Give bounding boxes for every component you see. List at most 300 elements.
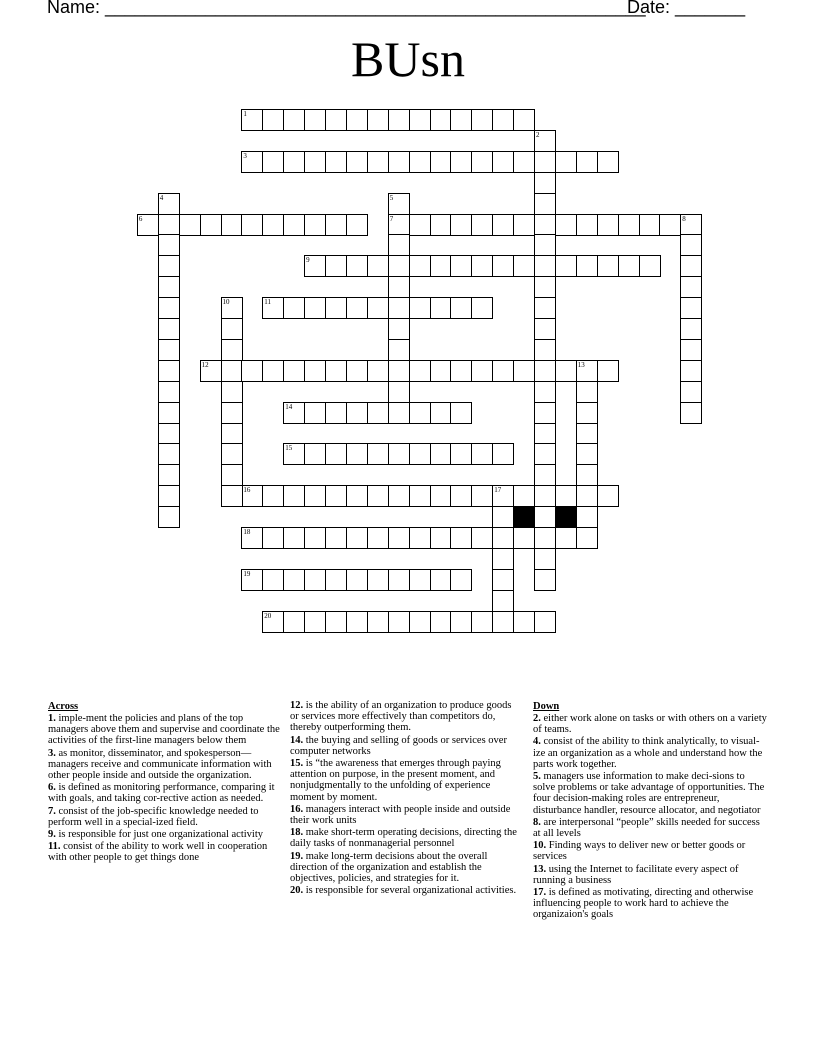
grid-cell[interactable]: [241, 151, 263, 173]
grid-cell[interactable]: [221, 443, 243, 465]
grid-cell[interactable]: [576, 360, 598, 382]
grid-cell[interactable]: [597, 360, 619, 382]
grid-cell[interactable]: [597, 485, 619, 507]
grid-cell[interactable]: [325, 255, 347, 277]
grid-cell[interactable]: [221, 318, 243, 340]
grid-cell[interactable]: [388, 611, 410, 633]
grid-cell[interactable]: [513, 151, 535, 173]
clue-text: either work alone on tasks or with others on a variety of teams.: [533, 713, 767, 736]
clue-number-label: 10.: [533, 840, 547, 852]
grid-cell[interactable]: [450, 297, 472, 319]
grid-cell[interactable]: [262, 214, 284, 236]
grid-cell[interactable]: [283, 485, 305, 507]
grid-cell[interactable]: [409, 151, 431, 173]
grid-cell[interactable]: [534, 423, 556, 445]
grid-cell[interactable]: [492, 443, 514, 465]
grid-cell[interactable]: [492, 214, 514, 236]
grid-cell[interactable]: [430, 485, 452, 507]
grid-cell[interactable]: [283, 402, 305, 424]
grid-cell[interactable]: [534, 339, 556, 361]
grid-cell[interactable]: [137, 214, 159, 236]
grid-cell[interactable]: [158, 193, 180, 215]
grid-cell[interactable]: [158, 402, 180, 424]
grid-cell[interactable]: [513, 527, 535, 549]
grid-cell[interactable]: [534, 611, 556, 633]
clue-number-label: 6.: [48, 782, 56, 794]
grid-cell[interactable]: [283, 527, 305, 549]
across-clue: [290, 885, 522, 896]
across-clue: [290, 804, 522, 826]
across-heading: Across: [48, 701, 79, 712]
grid-cell[interactable]: [534, 527, 556, 549]
grid-cell[interactable]: [388, 318, 410, 340]
grid-cell[interactable]: [388, 193, 410, 215]
grid-cell[interactable]: [283, 297, 305, 319]
grid-cell[interactable]: [346, 360, 368, 382]
grid-cell[interactable]: [158, 234, 180, 256]
grid-cell[interactable]: [534, 318, 556, 340]
grid-cell[interactable]: [304, 485, 326, 507]
clue-text: managers use information to make deci-sions to solve problems or take advantage of opportunities. The four decision-making roles are entrepreneur, disturbance handler, resource allocator, and negotiator: [533, 771, 765, 816]
grid-cell[interactable]: [346, 297, 368, 319]
grid-cell[interactable]: [262, 297, 284, 319]
grid-cell[interactable]: [388, 360, 410, 382]
grid-cell[interactable]: [576, 443, 598, 465]
grid-cell[interactable]: [513, 611, 535, 633]
grid-cell[interactable]: [430, 214, 452, 236]
grid-cell[interactable]: [534, 464, 556, 486]
grid-cell[interactable]: [471, 255, 493, 277]
grid-cell[interactable]: [450, 527, 472, 549]
clue-text: consist of the ability to think analytically, to visual-ize an organization as a whole and understand how the parts work together.: [533, 736, 763, 770]
grid-cell[interactable]: [513, 485, 535, 507]
grid-cell[interactable]: [221, 214, 243, 236]
page-title: BUsn: [351, 31, 465, 87]
grid-cell[interactable]: [534, 402, 556, 424]
grid-cell[interactable]: [241, 485, 263, 507]
grid-cell[interactable]: [304, 611, 326, 633]
grid-cell[interactable]: [534, 485, 556, 507]
grid-cell[interactable]: [471, 443, 493, 465]
grid-cell[interactable]: [325, 485, 347, 507]
grid-cell[interactable]: [680, 360, 702, 382]
grid-cell[interactable]: [262, 360, 284, 382]
grid-cell[interactable]: [450, 485, 472, 507]
grid-cell[interactable]: [409, 360, 431, 382]
clue-number: 6: [138, 214, 143, 223]
grid-cell[interactable]: [346, 569, 368, 591]
grid-cell[interactable]: [450, 255, 472, 277]
clue-number: 2: [536, 130, 540, 139]
grid-cell[interactable]: [241, 109, 263, 131]
grid-cell[interactable]: [409, 109, 431, 131]
grid-cell[interactable]: [680, 276, 702, 298]
grid-cell[interactable]: [304, 151, 326, 173]
grid-cell[interactable]: [597, 151, 619, 173]
grid-cell[interactable]: [680, 339, 702, 361]
grid-cell[interactable]: [304, 297, 326, 319]
grid-cell[interactable]: [304, 255, 326, 277]
grid-cell[interactable]: [221, 402, 243, 424]
grid-cell[interactable]: [304, 527, 326, 549]
grid-cell[interactable]: [659, 214, 681, 236]
grid-cell[interactable]: [388, 443, 410, 465]
clue-number-label: 15.: [290, 758, 304, 770]
clue-number: 11: [264, 298, 272, 307]
grid-cell[interactable]: [471, 109, 493, 131]
grid-cell[interactable]: [241, 569, 263, 591]
clue-number-label: 17.: [533, 887, 547, 899]
grid-cell[interactable]: [576, 151, 598, 173]
grid-cell[interactable]: [680, 214, 702, 236]
grid-cell[interactable]: [388, 339, 410, 361]
grid-cell[interactable]: [221, 360, 243, 382]
grid-cell[interactable]: [534, 130, 556, 152]
grid-cell[interactable]: [492, 590, 514, 612]
grid-cell[interactable]: [492, 611, 514, 633]
grid-cell[interactable]: [534, 255, 556, 277]
grid-cell[interactable]: [346, 109, 368, 131]
grid-cell[interactable]: [367, 297, 389, 319]
grid-cell[interactable]: [325, 151, 347, 173]
across-clue: [290, 827, 522, 849]
clue-text: consist of the ability to work well in cooperation with other people to get things done: [48, 841, 268, 864]
grid-cell[interactable]: [430, 255, 452, 277]
grid-cell[interactable]: [534, 234, 556, 256]
grid-cell[interactable]: [325, 214, 347, 236]
grid-cell[interactable]: [534, 360, 556, 382]
grid-cell[interactable]: [325, 402, 347, 424]
grid-cell[interactable]: [325, 109, 347, 131]
grid-cell[interactable]: [513, 109, 535, 131]
grid-cell[interactable]: [492, 527, 514, 549]
grid-cell[interactable]: [555, 255, 577, 277]
grid-cell[interactable]: [534, 548, 556, 570]
grid-cell[interactable]: [555, 214, 577, 236]
grid-cell[interactable]: [618, 255, 640, 277]
grid-cell[interactable]: [534, 193, 556, 215]
grid-cell[interactable]: [450, 214, 472, 236]
grid-cell[interactable]: [388, 276, 410, 298]
grid-cell[interactable]: [304, 109, 326, 131]
grid-cell[interactable]: [450, 360, 472, 382]
grid-cell[interactable]: [576, 255, 598, 277]
grid-cell[interactable]: [367, 611, 389, 633]
grid-cell[interactable]: [388, 569, 410, 591]
grid-cell[interactable]: [221, 297, 243, 319]
grid-cell[interactable]: [283, 569, 305, 591]
grid-cell[interactable]: [513, 214, 535, 236]
grid-cell[interactable]: [367, 151, 389, 173]
grid-cell[interactable]: [409, 297, 431, 319]
grid-cell[interactable]: [158, 214, 180, 236]
grid-cell[interactable]: [241, 214, 263, 236]
grid-cell[interactable]: [179, 214, 201, 236]
grid-cell[interactable]: [221, 339, 243, 361]
grid-cell[interactable]: [430, 402, 452, 424]
grid-cell[interactable]: [534, 276, 556, 298]
grid-cell[interactable]: [388, 381, 410, 403]
grid-cell[interactable]: [680, 318, 702, 340]
grid-cell[interactable]: [430, 109, 452, 131]
grid-cell[interactable]: [241, 360, 263, 382]
grid-cell[interactable]: [471, 527, 493, 549]
grid-cell[interactable]: [576, 506, 598, 528]
grid-cell[interactable]: [492, 151, 514, 173]
grid-cell[interactable]: [346, 255, 368, 277]
clue-number-label: 9.: [48, 829, 56, 841]
grid-cell[interactable]: [409, 485, 431, 507]
grid-cell[interactable]: [325, 569, 347, 591]
across-clue: [290, 735, 522, 757]
grid-cell[interactable]: [283, 360, 305, 382]
grid-cell[interactable]: [576, 485, 598, 507]
grid-cell[interactable]: [325, 611, 347, 633]
clue-number: 19: [243, 569, 251, 578]
clue-number: 9: [306, 256, 310, 265]
grid-cell[interactable]: [430, 443, 452, 465]
grid-cell[interactable]: [346, 214, 368, 236]
grid-cell[interactable]: [304, 443, 326, 465]
grid-cell[interactable]: [471, 360, 493, 382]
across-clues-column: [48, 700, 284, 865]
grid-cell[interactable]: [639, 255, 661, 277]
grid-cell[interactable]: [534, 172, 556, 194]
grid-cell[interactable]: [158, 360, 180, 382]
grid-cell[interactable]: [471, 151, 493, 173]
clue-text: is the ability of an organization to produce goods or services more effectively than competitors do, thereby outperforming them.: [290, 700, 512, 734]
grid-cell[interactable]: [409, 214, 431, 236]
grid-cell[interactable]: [367, 255, 389, 277]
grid-cell[interactable]: [430, 151, 452, 173]
grid-cell[interactable]: [367, 569, 389, 591]
grid-cell[interactable]: [471, 214, 493, 236]
clue-text: is defined as monitoring performance, comparing it with goals, and taking cor-rective action as needed.: [48, 782, 275, 805]
clue-number: 12: [201, 360, 209, 369]
black-square: [555, 506, 577, 528]
grid-cell[interactable]: [283, 611, 305, 633]
grid-cell[interactable]: [492, 569, 514, 591]
grid-cell[interactable]: [200, 214, 222, 236]
down-clue: [533, 817, 769, 839]
grid-cell[interactable]: [513, 360, 535, 382]
grid-cell[interactable]: [680, 297, 702, 319]
grid-cell[interactable]: [304, 569, 326, 591]
grid-cell[interactable]: [409, 402, 431, 424]
across-clue: [290, 758, 522, 803]
grid-cell[interactable]: [388, 151, 410, 173]
across-clue: [48, 829, 284, 840]
clue-number-label: 14.: [290, 734, 304, 746]
down-clue: [533, 840, 769, 862]
grid-cell[interactable]: [450, 109, 472, 131]
grid-cell[interactable]: [221, 423, 243, 445]
grid-cell[interactable]: [534, 297, 556, 319]
grid-cell[interactable]: [367, 109, 389, 131]
grid-cell[interactable]: [221, 485, 243, 507]
grid-cell[interactable]: [576, 381, 598, 403]
grid-cell[interactable]: [346, 151, 368, 173]
grid-cell[interactable]: [304, 214, 326, 236]
grid-cell[interactable]: [200, 360, 222, 382]
grid-cell[interactable]: [388, 402, 410, 424]
grid-cell[interactable]: [262, 611, 284, 633]
clue-number-label: 8.: [533, 816, 541, 828]
grid-cell[interactable]: [367, 360, 389, 382]
grid-cell[interactable]: [388, 109, 410, 131]
grid-cell[interactable]: [158, 276, 180, 298]
clue-text: the buying and selling of goods or services over computer networks: [290, 734, 507, 757]
grid-cell[interactable]: [283, 443, 305, 465]
grid-cell[interactable]: [430, 569, 452, 591]
grid-cell[interactable]: [576, 214, 598, 236]
grid-cell[interactable]: [346, 485, 368, 507]
grid-cell[interactable]: [576, 464, 598, 486]
clue-number: 16: [243, 486, 251, 495]
grid-cell[interactable]: [680, 402, 702, 424]
clue-number-label: 3.: [48, 747, 56, 759]
grid-cell[interactable]: [283, 109, 305, 131]
grid-cell[interactable]: [555, 360, 577, 382]
clue-number-label: 11.: [48, 841, 61, 853]
grid-cell[interactable]: [471, 297, 493, 319]
grid-cell[interactable]: [450, 569, 472, 591]
grid-cell[interactable]: [325, 527, 347, 549]
grid-cell[interactable]: [680, 381, 702, 403]
grid-cell[interactable]: [680, 255, 702, 277]
grid-cell[interactable]: [409, 527, 431, 549]
grid-cell[interactable]: [346, 443, 368, 465]
grid-cell[interactable]: [388, 527, 410, 549]
clue-text: consist of the job-specific knowledge needed to perform well in a special-ized field.: [48, 805, 259, 828]
grid-cell[interactable]: [388, 297, 410, 319]
grid-cell[interactable]: [430, 527, 452, 549]
grid-cell[interactable]: [262, 569, 284, 591]
grid-cell[interactable]: [450, 402, 472, 424]
grid-cell[interactable]: [388, 485, 410, 507]
grid-cell[interactable]: [325, 360, 347, 382]
grid-cell[interactable]: [492, 255, 514, 277]
clue-text: as monitor, disseminator, and spokesperson— managers receive and communicate information with other people inside and outside the organization.: [48, 747, 272, 782]
grid-cell[interactable]: [471, 611, 493, 633]
grid-cell[interactable]: [618, 214, 640, 236]
grid-cell[interactable]: [409, 569, 431, 591]
grid-cell[interactable]: [283, 151, 305, 173]
clue-number: 4: [159, 193, 164, 202]
across-clue: [48, 713, 284, 747]
grid-cell[interactable]: [409, 611, 431, 633]
grid-cell[interactable]: [471, 485, 493, 507]
grid-cell[interactable]: [555, 485, 577, 507]
grid-cell[interactable]: [158, 485, 180, 507]
grid-cell[interactable]: [409, 255, 431, 277]
grid-cell[interactable]: [158, 381, 180, 403]
grid-cell[interactable]: [221, 381, 243, 403]
grid-cell[interactable]: [262, 485, 284, 507]
grid-cell[interactable]: [430, 611, 452, 633]
grid-cell[interactable]: [325, 297, 347, 319]
grid-cell[interactable]: [534, 151, 556, 173]
clue-number: 20: [264, 611, 272, 620]
black-square: [513, 506, 535, 528]
grid-cell[interactable]: [597, 255, 619, 277]
grid-cell[interactable]: [158, 443, 180, 465]
grid-cell[interactable]: [388, 234, 410, 256]
grid-cell[interactable]: [304, 360, 326, 382]
grid-cell[interactable]: [534, 381, 556, 403]
grid-cell[interactable]: [513, 255, 535, 277]
grid-cell[interactable]: [158, 297, 180, 319]
grid-cell[interactable]: [158, 339, 180, 361]
grid-cell[interactable]: [534, 443, 556, 465]
grid-cell[interactable]: [576, 423, 598, 445]
grid-cell[interactable]: [304, 402, 326, 424]
grid-cell[interactable]: [221, 464, 243, 486]
grid-cell[interactable]: [576, 527, 598, 549]
grid-cell[interactable]: [388, 255, 410, 277]
clue-text: imple-ment the policies and plans of the top managers above them and supervise and coordinate the activities of the first-line managers below them: [48, 713, 280, 747]
grid-cell[interactable]: [158, 255, 180, 277]
grid-cell[interactable]: [158, 464, 180, 486]
grid-cell[interactable]: [492, 506, 514, 528]
grid-cell[interactable]: [680, 234, 702, 256]
grid-cell[interactable]: [346, 527, 368, 549]
grid-cell[interactable]: [492, 548, 514, 570]
grid-cell[interactable]: [388, 214, 410, 236]
grid-cell[interactable]: [283, 214, 305, 236]
grid-cell[interactable]: [534, 569, 556, 591]
grid-cell[interactable]: [158, 318, 180, 340]
down-clue: [533, 864, 769, 886]
grid-cell[interactable]: [262, 527, 284, 549]
clue-number-label: 5.: [533, 771, 541, 783]
clue-number: 8: [682, 214, 686, 223]
grid-cell[interactable]: [367, 485, 389, 507]
grid-cell[interactable]: [346, 402, 368, 424]
grid-cell[interactable]: [241, 527, 263, 549]
grid-cell[interactable]: [534, 214, 556, 236]
clue-number-label: 7.: [48, 805, 56, 817]
grid-cell[interactable]: [158, 423, 180, 445]
grid-cell[interactable]: [492, 360, 514, 382]
grid-cell[interactable]: [346, 611, 368, 633]
clue-number: 3: [243, 151, 247, 160]
grid-cell[interactable]: [492, 485, 514, 507]
grid-cell[interactable]: [325, 443, 347, 465]
grid-cell[interactable]: [367, 527, 389, 549]
grid-cell[interactable]: [450, 443, 472, 465]
clue-text: is responsible for several organizational activities.: [303, 885, 517, 897]
grid-cell[interactable]: [450, 151, 472, 173]
grid-cell[interactable]: [555, 527, 577, 549]
grid-cell[interactable]: [639, 214, 661, 236]
grid-cell[interactable]: [158, 506, 180, 528]
grid-cell[interactable]: [450, 611, 472, 633]
grid-cell[interactable]: [367, 443, 389, 465]
grid-cell[interactable]: [430, 360, 452, 382]
grid-cell[interactable]: [262, 109, 284, 131]
grid-cell[interactable]: [367, 402, 389, 424]
grid-cell[interactable]: [492, 109, 514, 131]
grid-cell[interactable]: [576, 402, 598, 424]
grid-cell[interactable]: [555, 151, 577, 173]
grid-cell[interactable]: [597, 214, 619, 236]
grid-cell[interactable]: [534, 506, 556, 528]
clue-number-label: 16.: [290, 803, 304, 815]
grid-cell[interactable]: [262, 151, 284, 173]
grid-cell[interactable]: [409, 443, 431, 465]
grid-cell[interactable]: [430, 297, 452, 319]
